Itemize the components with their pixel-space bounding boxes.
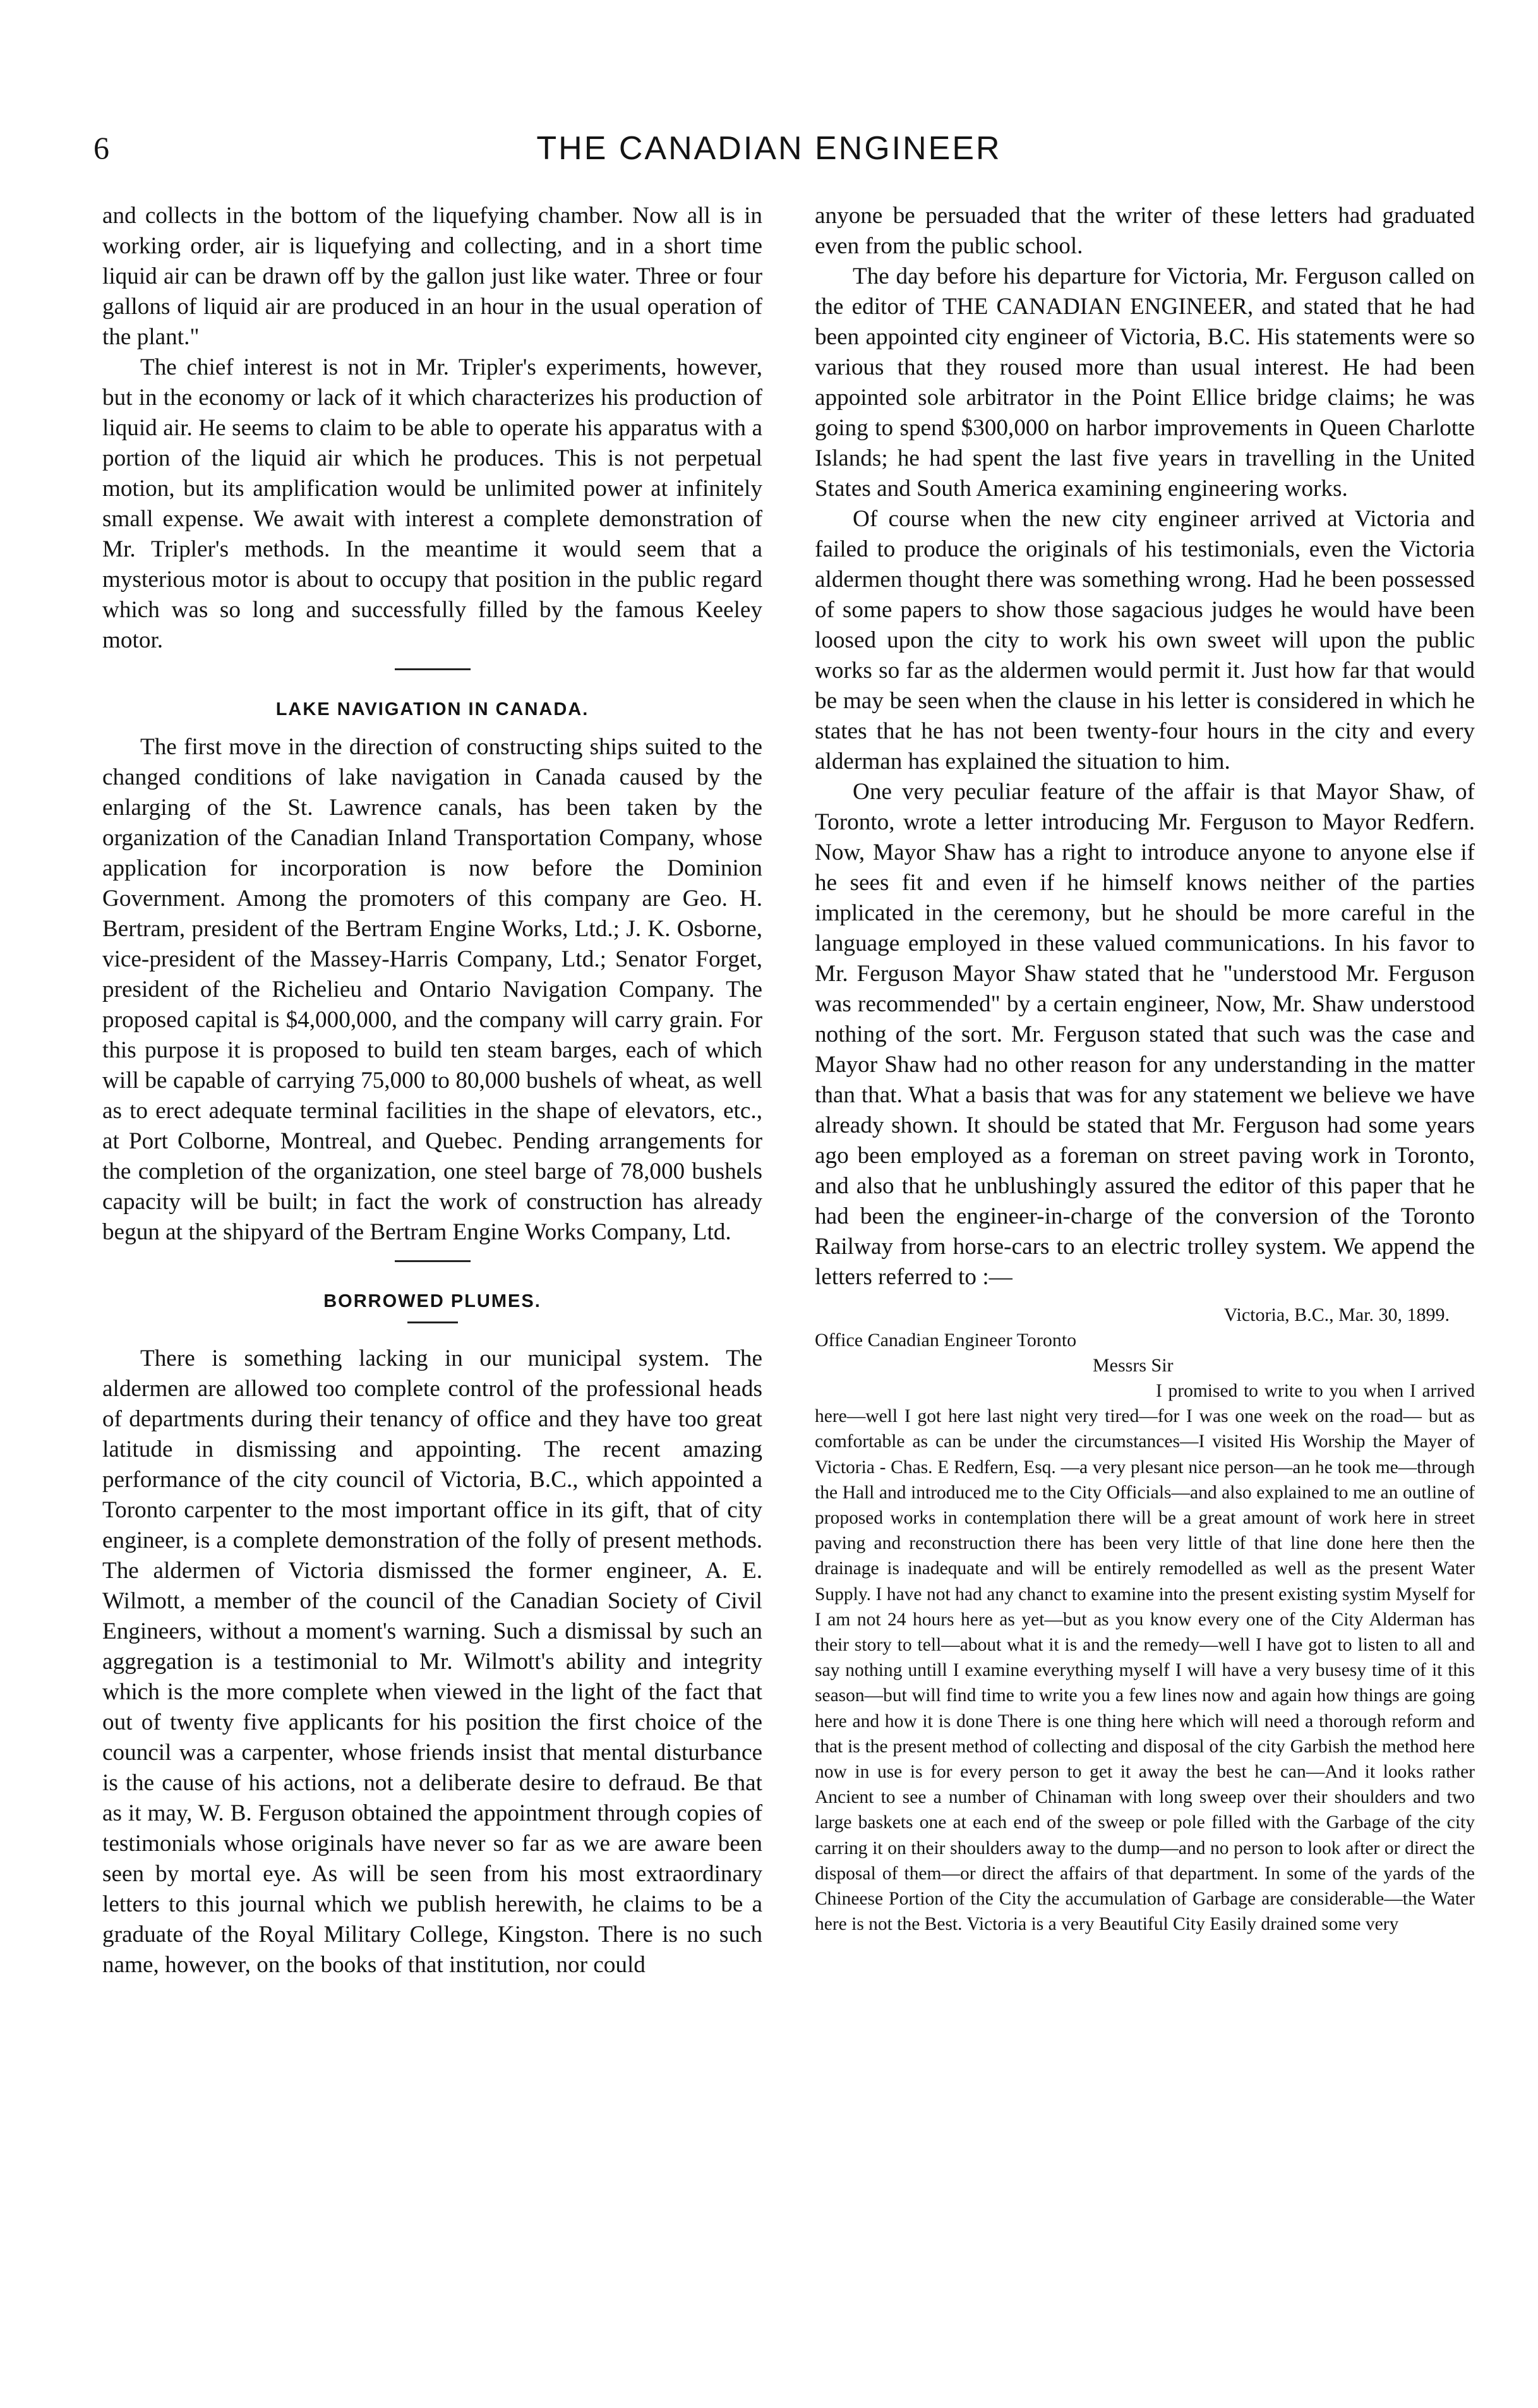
left-column — [102, 201, 762, 1980]
paragraph: Of course when the new city engineer arrived at Victoria and failed to produce the originals of his testimonials, even the Victoria aldermen thought there was something wrong. Had he been possessed of some papers to show those sagacious judges he would have been loosed upon the city to work his own sweet will upon the public works so far as the aldermen would permit it. Just how far that would be may be seen when the clause in his letter is considered in which he states that he has not been twenty-four hours in the city and every alderman has explained the situation to him. — [815, 506, 1475, 774]
section-heading-borrowed-plumes: BORROWED PLUMES. — [323, 1291, 541, 1311]
letter-body: I promised to write to you when I arrived here—well I got here last night very tired—for I was one week on the road— but as comfortable as can be under the circumstances—I visited His Worship the Mayer of Victoria - Chas. E Redfern, Esq. —a very plesant nice person—an he took me—through the Hall and introduced me to the City Officials—and also explained to me an outline of proposed works in contemplation there will be a great amount of work here in street paving and reconstruction there has been very little of that line done here then the drainage is inadequate and will be entirely remodelled as well as the present Water Supply. I have not had any chanct to examine into the present existing systim Myself for I am not 24 hours here as yet—but as you know every one of the City Alderman has their story to tell—about what it is and the remedy—well I have got to listen to all and say nothing untill I examine everything myself I will have a very busesy time of it this season—but will find time to write you a few lines now and again how things are going here and how it is done There is one thing here which will need a thorough reform and that is the present method of collecting and disposal of the city Garbish the method here now in use is for every person to get it away the best he can—And it looks rather Ancient to see a number of Chinaman with long sweep over their shoulders and two large baskets one at each end of the sweep or pole filled with the Garbage of the city carring it on their shoulders away to the dump—and no person to look after or direct the disposal of them—or direct the affairs of that department. In some of the yards of the Chineese Portion of the City the accumulation of Garbage are considerable—the Water here is not the Best. Victoria is a very Beautiful City Easily drained some very — [815, 1381, 1475, 1935]
page-number: 6 — [93, 130, 109, 166]
paragraph: anyone be persuaded that the writer of these letters had graduated even from the public school. — [815, 203, 1475, 259]
paragraph: The day before his departure for Victoria, Mr. Ferguson called on the editor of THE CANADIAN ENGINEER, and stated that he had been appointed city engineer of Victoria, B.C. His statements were so various that they roused more than usual interest. He had been appointed sole arbitrator in the Point Ellice bridge claims; he was going to spend $300,000 on harbor improvements in Queen Charlotte Islands; he had spent the last five years in travelling in the United States and South America examining engineering works. — [815, 263, 1475, 502]
running-title: THE CANADIAN ENGINEER — [536, 130, 1002, 167]
paragraph: and collects in the bottom of the liquefying chamber. Now all is in working order, air is liquefying and collecting, and in a short time liquid air can be drawn off by the gallon just like water. Three or four gallons of liquid air are produced in an hour in the usual operation of the plant." — [102, 203, 762, 350]
heading-underline — [407, 1321, 458, 1323]
paragraph: There is something lacking in our municipal system. The aldermen are allowed too complete control of the professional heads of departments during their tenancy of office and they have too great latitude in dismissing and appointing. The recent amazing performance of the city council of Victoria, B.C., which appointed a Toronto carpenter to the most important office in its gift, that of city engineer, is a complete demonstration of the folly of present methods. The aldermen of Victoria dismissed the former engineer, A. E. Wilmott, a member of the council of the Canadian Society of Civil Engineers, without a moment's warning. Such a dismissal by such an aggregation is a testimonial to Mr. Wilmott's ability and integrity which is the more complete when viewed in the light of the fact that out of twenty five applicants for his position the first choice of the council was a carpenter, whose friends insist that mental disturbance is the cause of his actions, not a deliberate desire to defraud. Be that as it may, W. B. Ferguson obtained the appointment through copies of testimonials whose originals have never so far as we are aware been seen by mortal eye. As will be seen from his most extraordinary letters to this journal which we publish herewith, he claims to be a graduate of the Royal Military College, Kingston. There is no such name, however, on the books of that institution, nor could — [102, 1345, 762, 1978]
paragraph: One very peculiar feature of the affair is that Mayor Shaw, of Toronto, wrote a letter introducing Mr. Ferguson to Mayor Redfern. Now, Mayor Shaw has a right to introduce anyone to anyone else if he sees fit and even if he himself knows neither of the parties implicated in the ceremony, but he should be more careful in the language employed in these valued communications. In his favor to Mr. Ferguson Mayor Shaw stated that he "understood Mr. Ferguson was recommended" by a certain engineer, Now, Mr. Shaw understood nothing of the sort. Mr. Ferguson stated that such was the case and Mayor Shaw had no other reason for any understanding in the matter than that. What a basis that was for any statement we believe we have already shown. It should be stated that Mr. Ferguson had some years ago been employed as a foreman on street paving work in Toronto, and also that he unblushingly assured the editor of this paper that he had been the engineer-in-charge of the conversion of the Toronto Railway from horse-cars to an electric trolley system. We append the letters referred to :— — [815, 779, 1475, 1290]
page-header — [0, 129, 1538, 186]
paragraph: The chief interest is not in Mr. Tripler's experiments, however, but in the economy or lack of it which characterizes his production of liquid air. He seems to claim to be able to operate his apparatus with a portion of the liquid air which he produces. This is not perpetual motion, but its amplification would be unlimited power at infinitely small expense. We await with interest a complete demonstration of Mr. Tripler's methods. In the meantime it would seem that a mysterious motor is about to occupy that position in the public regard which was so long and successfully filled by the famous Keeley motor. — [102, 354, 762, 653]
section-divider — [395, 1260, 471, 1262]
section-divider — [395, 668, 471, 670]
letter-addressee: Office Canadian Engineer Toronto — [815, 1330, 1077, 1351]
paragraph: The first move in the direction of constructing ships suited to the changed conditions of lake navigation in Canada caused by the enlarging of the St. Lawrence canals, has been taken by the organization of the Canadian Inland Transportation Company, whose application for incorporation is now before the Dominion Government. Among the promoters of this company are Geo. H. Bertram, president of the Bertram Engine Works, Ltd.; J. K. Osborne, vice-president of the Massey-Harris Company, Ltd.; Senator Forget, president of the Richelieu and Ontario Navigation Company. The proposed capital is $4,000,000, and the company will carry grain. For this purpose it is proposed to build ten steam barges, each of which will be capable of carrying 75,000 to 80,000 bushels of wheat, as well as to erect adequate terminal facilities in the shape of elevators, etc., at Port Colborne, Montreal, and Quebec. Pending arrangements for the completion of the organization, one steel barge of 78,000 bushels capacity will be built; in fact the work of construction has already begun at the shipyard of the Bertram Engine Works Company, Ltd. — [102, 734, 762, 1245]
letter-dateline: Victoria, B.C., Mar. 30, 1899. — [1223, 1304, 1450, 1325]
right-column — [815, 201, 1475, 1937]
letter-salutation: Messrs Sir — [1093, 1355, 1174, 1376]
section-heading-lake-navigation: LAKE NAVIGATION IN CANADA. — [275, 699, 589, 719]
